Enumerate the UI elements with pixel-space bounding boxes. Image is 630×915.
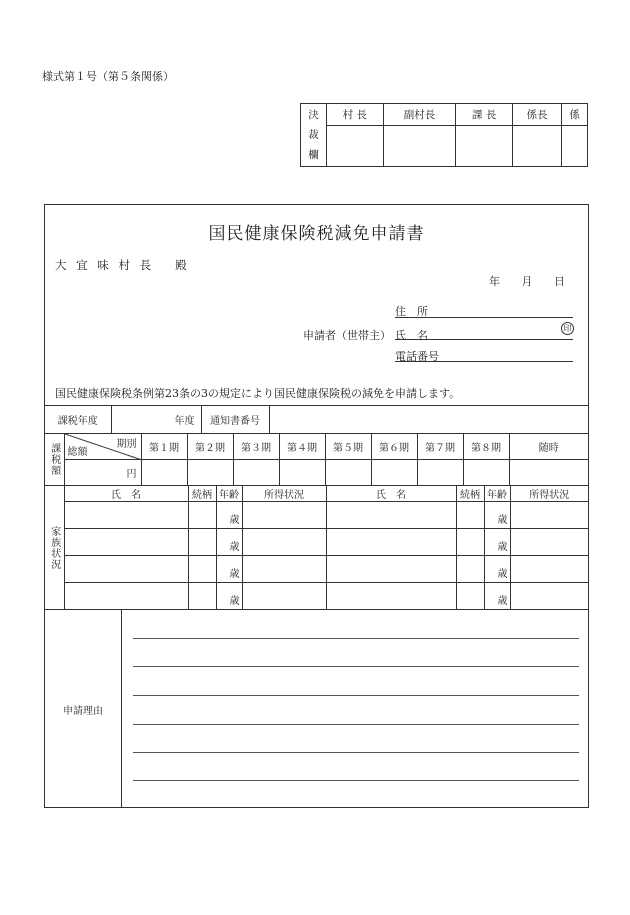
name-field[interactable]: [395, 339, 573, 340]
family-age-field[interactable]: 歳: [484, 529, 510, 556]
approval-village-head: 村 長: [327, 104, 384, 126]
family-age-field[interactable]: 歳: [216, 556, 242, 583]
reason-label: 申請理由: [45, 610, 122, 808]
total-label: 総額: [67, 447, 88, 458]
family-header-relation: 続柄: [188, 486, 216, 502]
family-income-field[interactable]: [510, 529, 588, 556]
period-header: 随時: [509, 434, 588, 460]
phone-field[interactable]: [395, 361, 573, 362]
period-amount-field[interactable]: [371, 460, 417, 486]
reason-line[interactable]: [133, 780, 579, 781]
family-row: [45, 529, 588, 556]
period-amount-field[interactable]: [233, 460, 279, 486]
address-label: 住 所: [395, 305, 428, 318]
approval-sub-chief: 係長: [513, 104, 562, 126]
period-header: 第１期: [141, 434, 187, 460]
tax-year-field[interactable]: 年度: [111, 406, 201, 434]
phone-label: 電話番号: [395, 350, 439, 363]
approval-box: [300, 103, 588, 167]
period-amount-field[interactable]: [463, 460, 509, 486]
family-header-income: 所得状況: [510, 486, 588, 502]
notice-number-label: 通知書番号: [201, 406, 269, 434]
name-label: 氏 名: [395, 329, 428, 342]
family-header-name: 氏 名: [64, 486, 188, 502]
family-age-field[interactable]: 歳: [484, 502, 510, 529]
family-name-field[interactable]: [326, 583, 456, 610]
period-header: 第６期: [371, 434, 417, 460]
family-table: [45, 485, 588, 610]
family-income-field[interactable]: [510, 502, 588, 529]
family-age-field[interactable]: 歳: [216, 529, 242, 556]
family-age-field[interactable]: 歳: [216, 583, 242, 610]
approval-sign-cell[interactable]: [383, 126, 456, 167]
family-income-field[interactable]: [242, 556, 326, 583]
family-relation-field[interactable]: [188, 502, 216, 529]
family-income-field[interactable]: [510, 583, 588, 610]
address-field[interactable]: [395, 317, 573, 318]
family-name-field[interactable]: [326, 529, 456, 556]
approval-sign-cell[interactable]: [456, 126, 513, 167]
reason-line[interactable]: [133, 638, 579, 639]
approval-sign-cell[interactable]: [513, 126, 562, 167]
family-relation-field[interactable]: [456, 583, 484, 610]
approval-deputy-head: 副村長: [383, 104, 456, 126]
approval-sign-cell[interactable]: [562, 126, 588, 167]
family-age-field[interactable]: 歳: [216, 502, 242, 529]
total-amount-field[interactable]: 円: [64, 460, 141, 486]
tax-year-table: [45, 405, 588, 434]
period-header: 第７期: [417, 434, 463, 460]
form-number: 様式第１号（第５条関係）: [42, 70, 174, 83]
family-relation-field[interactable]: [188, 583, 216, 610]
notice-number-field[interactable]: [269, 406, 588, 434]
family-income-field[interactable]: [242, 583, 326, 610]
period-amount-field[interactable]: [279, 460, 325, 486]
family-row: [45, 556, 588, 583]
statement: 国民健康保険税条例第23条の3の規定により国民健康保険税の減免を申請します。: [55, 387, 461, 400]
period-amount-field[interactable]: [417, 460, 463, 486]
approval-sign-cell[interactable]: [327, 126, 384, 167]
family-relation-field[interactable]: [456, 556, 484, 583]
family-relation-field[interactable]: [188, 556, 216, 583]
approval-staff: 係: [562, 104, 588, 126]
family-name-field[interactable]: [64, 556, 188, 583]
family-header-age: 年齢: [484, 486, 510, 502]
family-relation-field[interactable]: [456, 502, 484, 529]
period-header: 第８期: [463, 434, 509, 460]
approval-section-chief: 課 長: [456, 104, 513, 126]
date-field[interactable]: 年 月 日: [489, 275, 565, 288]
family-name-field[interactable]: [326, 502, 456, 529]
family-income-field[interactable]: [242, 529, 326, 556]
application-form: [44, 204, 589, 808]
family-row: [45, 502, 588, 529]
period-header: 第４期: [279, 434, 325, 460]
reason-line[interactable]: [133, 666, 579, 667]
family-age-field[interactable]: 歳: [484, 556, 510, 583]
period-amount-field[interactable]: [509, 460, 588, 486]
family-income-field[interactable]: [510, 556, 588, 583]
family-row: [45, 583, 588, 610]
tax-amount-label: 課税額: [45, 434, 64, 486]
form-title: 国民健康保険税減免申請書: [208, 224, 425, 244]
family-header-income: 所得状況: [242, 486, 326, 502]
family-name-field[interactable]: [64, 583, 188, 610]
family-name-field[interactable]: [326, 556, 456, 583]
period-header: 第３期: [233, 434, 279, 460]
tax-year-label: 課税年度: [45, 406, 111, 434]
family-name-field[interactable]: [64, 529, 188, 556]
reason-line[interactable]: [133, 724, 579, 725]
family-label: 家族状況: [45, 486, 64, 610]
family-name-field[interactable]: [64, 502, 188, 529]
approval-label: 決 裁 欄: [301, 104, 327, 167]
family-age-field[interactable]: 歳: [484, 583, 510, 610]
family-header-name: 氏 名: [326, 486, 456, 502]
family-header-age: 年齢: [216, 486, 242, 502]
period-amount-field[interactable]: [141, 460, 187, 486]
reason-line[interactable]: [133, 752, 579, 753]
family-relation-field[interactable]: [456, 529, 484, 556]
family-relation-field[interactable]: [188, 529, 216, 556]
applicant-label: 申請者（世帯主）: [303, 329, 391, 342]
seal-icon: 印: [561, 322, 574, 335]
period-header: 第５期: [325, 434, 371, 460]
period-header: 第２期: [187, 434, 233, 460]
reason-line[interactable]: [133, 695, 579, 696]
reason-section: [45, 609, 588, 807]
period-amount-field[interactable]: [325, 460, 371, 486]
family-header-relation: 続柄: [456, 486, 484, 502]
family-income-field[interactable]: [242, 502, 326, 529]
period-header-cell: [64, 434, 141, 460]
period-amount-field[interactable]: [187, 460, 233, 486]
tax-amount-table: [45, 433, 588, 486]
addressee: 大 宜 味 村 長 殿: [55, 258, 190, 272]
period-label: 期別: [116, 439, 137, 450]
